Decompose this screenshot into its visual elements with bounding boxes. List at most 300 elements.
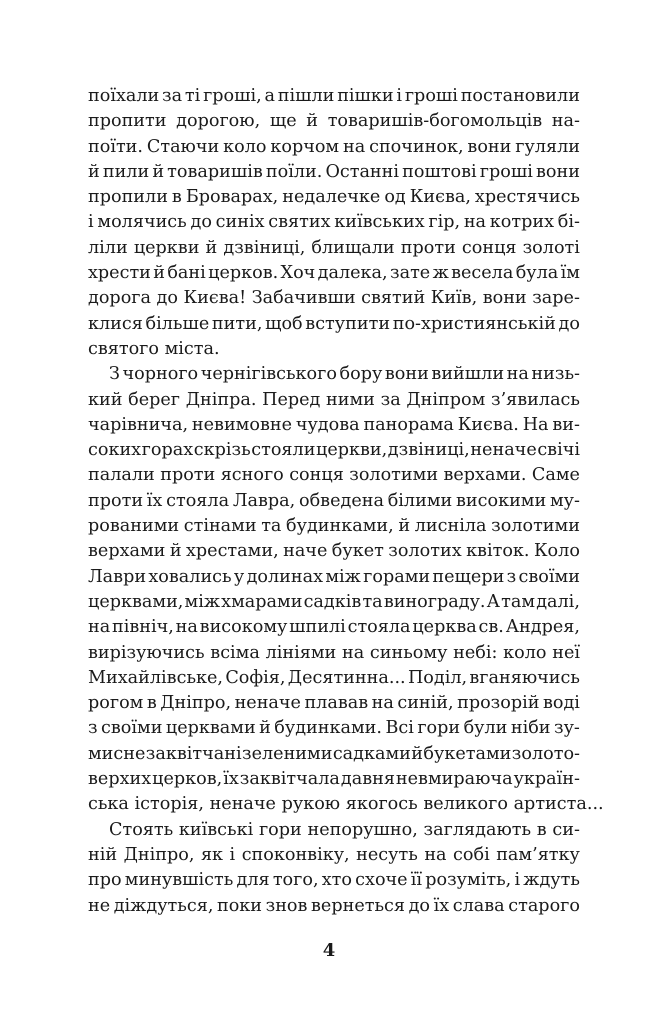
text-line: [88, 160, 580, 185]
text-line: [88, 210, 580, 235]
word: кий: [88, 389, 123, 410]
word: проти: [88, 490, 144, 511]
text-line: [88, 818, 580, 843]
word: хрестячись: [474, 187, 580, 208]
word: низь-: [531, 364, 580, 385]
word: пили: [102, 161, 150, 182]
word: стояла: [347, 617, 411, 638]
word: корчом: [270, 136, 340, 157]
word: Софія,: [225, 667, 286, 688]
word: поштові: [402, 161, 477, 182]
word: золото-: [511, 743, 580, 764]
word: була: [515, 263, 559, 284]
word: вони: [384, 364, 429, 385]
word: Хоч: [280, 263, 316, 284]
word: синіх: [215, 212, 265, 233]
word: своїми: [518, 566, 580, 587]
word: церков.: [208, 263, 279, 284]
word: чарівнича,: [88, 414, 189, 435]
word: україн-: [513, 769, 580, 790]
word: і: [514, 870, 521, 891]
word: сонця: [461, 237, 517, 258]
word: синій,: [397, 693, 454, 714]
word: золоті: [522, 237, 580, 258]
word: до: [190, 212, 212, 233]
word: небі:: [453, 642, 498, 663]
text-line: [88, 894, 580, 919]
word: білими: [387, 490, 453, 511]
word: й: [205, 237, 218, 258]
word: долинах: [246, 566, 324, 587]
text-line: [88, 413, 580, 438]
text-line: [88, 767, 580, 792]
word: хрестами,: [185, 541, 279, 562]
word: Саме: [531, 465, 580, 486]
word: пещери: [432, 566, 505, 587]
word: були: [463, 718, 508, 739]
word: зеленими: [241, 743, 333, 764]
word: у: [233, 566, 245, 587]
word: котрих: [489, 212, 555, 233]
word: давня: [340, 769, 395, 790]
word: і: [88, 212, 94, 233]
text-line: [88, 514, 580, 539]
word: на: [175, 617, 198, 638]
word: Останні: [325, 161, 400, 182]
word: зу-: [553, 718, 580, 739]
word: київських: [334, 212, 425, 233]
word: горах: [141, 440, 194, 461]
word: берег: [128, 389, 181, 410]
word: її: [410, 870, 423, 891]
word: На: [522, 414, 549, 435]
text-line: [88, 109, 580, 134]
word: Дніпро,: [160, 693, 232, 714]
word: невимовне: [191, 414, 292, 435]
word: будинками.: [274, 718, 383, 739]
text-line: [88, 868, 580, 893]
word: горами: [363, 566, 431, 587]
word: на: [424, 844, 447, 865]
word: на: [371, 693, 394, 714]
word: Всі: [385, 718, 414, 739]
paragraph: [88, 84, 580, 362]
word: й: [398, 516, 411, 537]
word: на: [88, 617, 111, 638]
word: гір,: [428, 212, 461, 233]
word: й: [306, 111, 319, 132]
word: високому: [199, 617, 288, 638]
word: неначе: [209, 794, 276, 815]
paragraph: [88, 362, 604, 817]
word: панорама: [363, 414, 454, 435]
text-line: [88, 843, 580, 868]
word: в: [536, 819, 547, 840]
word: хрести: [88, 263, 151, 284]
word: несуть: [356, 844, 418, 865]
word: Стаючи: [146, 136, 220, 157]
word: си-: [552, 819, 580, 840]
word: верхих: [88, 769, 152, 790]
word: рукою: [281, 794, 341, 815]
word: зате: [389, 263, 431, 284]
word: там: [501, 591, 536, 612]
word: Забачивши: [251, 288, 356, 309]
word: з: [88, 718, 98, 739]
word: прозорій: [457, 693, 540, 714]
word: київські: [178, 819, 254, 840]
word: в: [146, 693, 157, 714]
word: хто: [321, 870, 352, 891]
word: синьому: [369, 642, 448, 663]
text-line: [88, 590, 580, 615]
word: клися: [88, 313, 143, 334]
word: садків: [303, 591, 362, 612]
word: неначе: [470, 440, 537, 461]
word: до: [558, 313, 580, 334]
word: пішки: [337, 86, 394, 106]
word: хмарами: [221, 591, 303, 612]
word: сонця: [289, 465, 344, 486]
page-number: 4: [322, 940, 336, 961]
word: ще: [269, 111, 297, 132]
word: минувшість: [124, 870, 234, 891]
word: спочинок,: [369, 136, 464, 157]
text-line: [88, 312, 580, 337]
text-line: [88, 716, 580, 741]
word: постановили: [460, 86, 580, 106]
word: вирізуючись: [88, 642, 205, 663]
word: своїми: [101, 718, 163, 739]
text-line: [88, 135, 580, 160]
word: Броварах,: [185, 187, 279, 208]
word: чорного: [122, 364, 199, 385]
word: як: [200, 844, 224, 865]
word: будинками,: [286, 516, 394, 537]
word: пропити: [88, 111, 167, 132]
word: св.: [478, 617, 504, 638]
word: золотими: [491, 516, 580, 537]
word: далі,: [536, 591, 580, 612]
word: воді: [542, 693, 580, 714]
word: стінами: [183, 516, 257, 537]
word: Михайлівське,: [88, 667, 224, 688]
word: заглядають: [423, 819, 532, 840]
word: букетами: [423, 743, 512, 764]
text-line: [88, 742, 580, 767]
word: ясного: [220, 465, 284, 486]
word: садками: [332, 743, 411, 764]
text-line: [88, 565, 580, 590]
word: заре-: [532, 288, 580, 309]
word: на: [463, 212, 487, 233]
word: більше: [145, 313, 210, 334]
word: на-: [551, 111, 580, 132]
word: недалечке: [282, 187, 381, 208]
word: церкви: [133, 237, 200, 258]
word: наче: [283, 541, 328, 562]
page-body-text: [88, 84, 604, 919]
word: Перед: [262, 389, 321, 410]
word: стояли: [251, 440, 316, 461]
word: їх: [223, 769, 239, 790]
word: коло: [503, 642, 547, 663]
word: знов: [265, 895, 308, 916]
word: ними: [326, 389, 375, 410]
word: коло: [223, 136, 267, 157]
word: між: [184, 591, 221, 612]
text-line: [88, 489, 580, 514]
word: й: [411, 743, 424, 764]
word: од: [384, 187, 406, 208]
word: неначе: [234, 693, 301, 714]
word: ська: [88, 794, 129, 815]
text-line: [88, 438, 580, 463]
word: верхами: [88, 541, 166, 562]
word: на: [506, 364, 529, 385]
word: старого: [508, 895, 580, 916]
word: ті: [184, 86, 201, 106]
word: й: [153, 263, 165, 284]
word: на: [341, 642, 365, 663]
word: заквітчані: [145, 743, 242, 764]
word: ви-: [552, 414, 580, 435]
word: дзвіниці,: [387, 440, 470, 461]
word: мисне: [88, 743, 146, 764]
word: для: [236, 870, 270, 891]
word: З: [109, 364, 120, 385]
word: пам’ятку: [496, 844, 580, 865]
word: слава: [452, 895, 505, 916]
word: бі-: [557, 212, 580, 233]
word: ж: [432, 263, 449, 284]
word: вганяючись: [469, 667, 580, 688]
word: та: [362, 591, 383, 612]
word: лисніла: [414, 516, 487, 537]
word: на: [343, 136, 366, 157]
word: розуміть,: [425, 870, 512, 891]
word: того,: [272, 870, 319, 891]
text-line: [88, 337, 580, 362]
word: історія,: [134, 794, 204, 815]
word: церкви,: [316, 440, 388, 461]
word: їх: [433, 895, 450, 916]
text-line: [88, 362, 580, 387]
word: поїхали: [88, 86, 160, 106]
word: Києва!: [183, 288, 247, 309]
word: Києва,: [409, 187, 471, 208]
word: рогом: [88, 693, 144, 714]
word: і: [229, 844, 236, 865]
word: Поділ,: [407, 667, 468, 688]
word: дорога: [88, 288, 151, 309]
word: святих: [268, 212, 331, 233]
word: схоче: [355, 870, 408, 891]
word: верхами.: [443, 465, 527, 486]
word: товаришів-богомольців: [327, 111, 543, 132]
word: з: [506, 566, 517, 587]
word: вступити: [305, 313, 391, 334]
word: великого: [423, 794, 508, 815]
word: гроші,: [203, 86, 262, 106]
word: стояла: [166, 490, 230, 511]
word: Києва.: [457, 414, 519, 435]
word: обведена: [298, 490, 384, 511]
text-line: [88, 463, 580, 488]
word: церквами,: [88, 591, 184, 612]
word: лініями: [265, 642, 337, 663]
word: церква: [412, 617, 477, 638]
word: гуляли: [515, 136, 580, 157]
word: ховались: [148, 566, 232, 587]
word: блищали: [311, 237, 395, 258]
word: в: [171, 187, 182, 208]
word: плавав: [304, 693, 369, 714]
text-line: [88, 388, 580, 413]
word: по-християнській: [392, 313, 556, 334]
word: молячись: [97, 212, 187, 233]
word: церков,: [152, 769, 223, 790]
word: і: [396, 86, 403, 106]
word: рованими: [88, 516, 180, 537]
text-line: [88, 185, 580, 210]
word: гори: [417, 718, 461, 739]
word: му-: [549, 490, 580, 511]
word: не: [88, 895, 111, 916]
word: церквами: [165, 718, 256, 739]
word: проти: [160, 465, 216, 486]
word: про: [88, 870, 122, 891]
word: чернігівського: [200, 364, 337, 385]
word: всіма: [210, 642, 260, 663]
text-line: [88, 539, 580, 564]
word: далека,: [317, 263, 388, 284]
word: ній: [88, 844, 118, 865]
word: товаришів: [167, 161, 263, 182]
word: винограду.: [383, 591, 486, 612]
text-line: [88, 236, 580, 261]
word: Дніпром: [406, 389, 486, 410]
word: бору: [339, 364, 383, 385]
word: північ,: [112, 617, 174, 638]
word: ніби: [510, 718, 551, 739]
word: їх: [146, 490, 163, 511]
word: до: [408, 895, 431, 916]
text-line: [88, 691, 580, 716]
word: свічі: [537, 440, 580, 461]
word: Коло: [533, 541, 580, 562]
word: поїти.: [88, 136, 143, 157]
word: золотих: [388, 541, 462, 562]
word: пішли: [277, 86, 335, 106]
word: святого: [88, 338, 159, 359]
text-line: [88, 666, 580, 691]
text-line: [88, 84, 580, 109]
word: шпилі: [289, 617, 346, 638]
word: золотими: [349, 465, 439, 486]
word: Андрея,: [505, 617, 580, 638]
word: діждуться,: [113, 895, 214, 916]
word: святий: [361, 288, 426, 309]
word: їм: [560, 263, 580, 284]
word: вийшли: [431, 364, 505, 385]
word: Стоять: [109, 819, 174, 840]
word: Київ,: [430, 288, 478, 309]
word: соких: [88, 440, 142, 461]
word: чудова: [295, 414, 360, 435]
word: вони: [482, 288, 527, 309]
word: букет: [331, 541, 384, 562]
word: пити,: [211, 313, 263, 334]
word: Дніпро,: [123, 844, 195, 865]
word: й: [152, 161, 165, 182]
word: вони: [535, 161, 580, 182]
word: неї: [552, 642, 580, 663]
text-line: [88, 615, 580, 640]
word: Десятинна...: [287, 667, 406, 688]
word: а: [264, 86, 276, 106]
word: ждуть: [523, 870, 580, 891]
word: палали: [88, 465, 155, 486]
word: Лавра,: [232, 490, 296, 511]
word: до: [156, 288, 178, 309]
word: гори: [258, 819, 302, 840]
word: дорогою,: [176, 111, 261, 132]
text-line: [88, 286, 580, 311]
word: й: [88, 161, 100, 182]
word: бані: [167, 263, 206, 284]
text-line: [88, 641, 580, 666]
word: гроші: [404, 86, 458, 106]
text-line: [88, 792, 604, 817]
word: поки: [216, 895, 263, 916]
word: Дніпра.: [185, 389, 257, 410]
word: собі: [453, 844, 490, 865]
word: щоб: [265, 313, 303, 334]
word: дзвіниці,: [223, 237, 306, 258]
word: між: [325, 566, 361, 587]
word: квіток.: [466, 541, 530, 562]
word: за: [162, 86, 183, 106]
word: непорушно,: [307, 819, 418, 840]
word: проти: [400, 237, 456, 258]
word: міста.: [164, 338, 220, 359]
word: весела: [451, 263, 514, 284]
word: невмираюча: [395, 769, 513, 790]
text-line: [88, 261, 580, 286]
word: артиста...: [513, 794, 604, 815]
word: з’явилась: [490, 389, 580, 410]
word: та: [261, 516, 282, 537]
word: пропили: [88, 187, 168, 208]
word: заквітчала: [239, 769, 340, 790]
paragraph: [88, 818, 580, 919]
word: Лаври: [88, 566, 147, 587]
word: поїли.: [265, 161, 323, 182]
word: вернеться: [311, 895, 405, 916]
word: якогось: [345, 794, 418, 815]
word: ліли: [88, 237, 128, 258]
word: й: [259, 718, 271, 739]
word: скрізь: [193, 440, 251, 461]
word: А: [486, 591, 500, 612]
word: й: [169, 541, 182, 562]
word: за: [380, 389, 401, 410]
word: гроші: [479, 161, 533, 182]
word: вони: [467, 136, 512, 157]
word: високими: [456, 490, 547, 511]
word: споконвіку,: [241, 844, 350, 865]
